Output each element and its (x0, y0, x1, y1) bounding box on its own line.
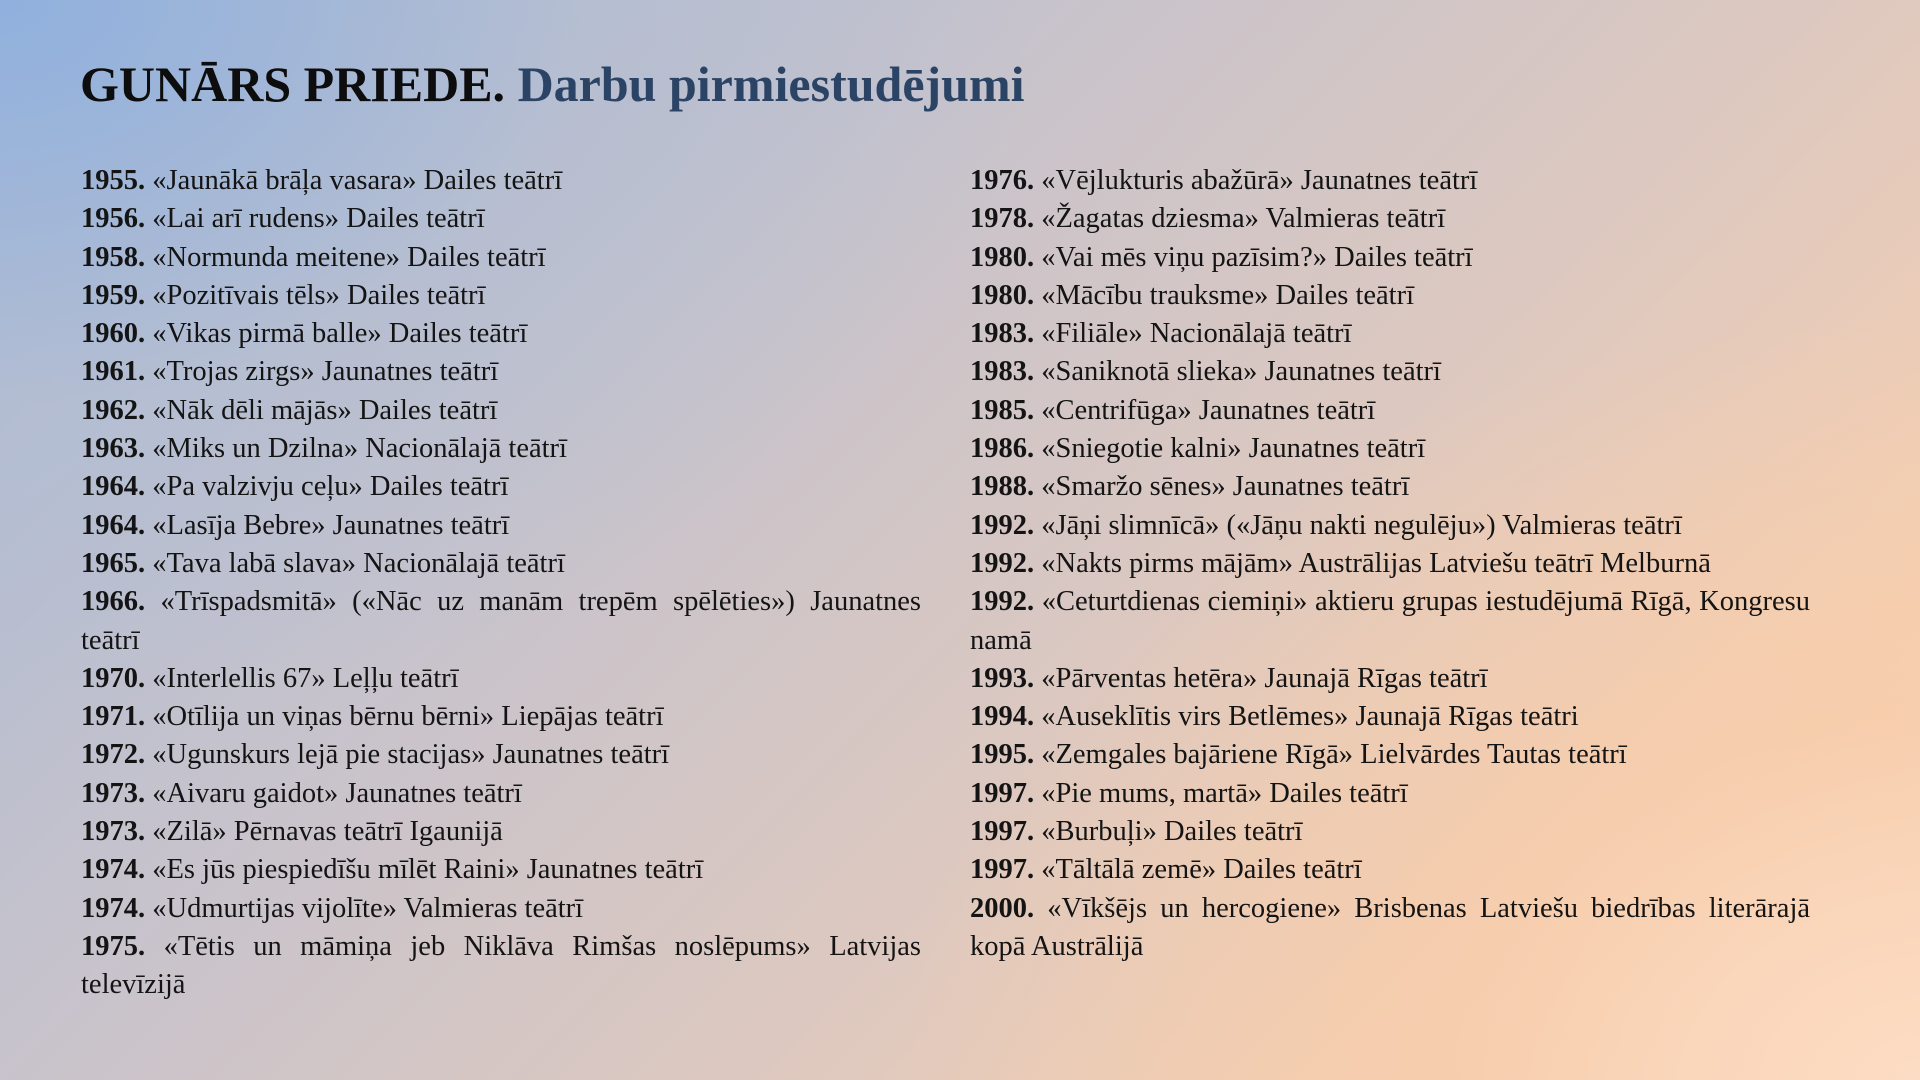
premiere-item (81, 200, 921, 238)
premiere-item (81, 507, 921, 545)
premiere-title: «Tētis un māmiņa jeb Niklāva Rimšas noslēpums» Latvijas televīzijā (81, 930, 922, 1001)
premiere-item (970, 162, 1810, 200)
premiere-item (970, 430, 1810, 468)
page-title (80, 52, 1025, 116)
premiere-item (81, 775, 921, 813)
premiere-year: 1975. (81, 930, 146, 962)
premiere-year: 1966. (81, 586, 146, 618)
premiere-item (81, 315, 921, 353)
premiere-title: «Interlellis 67» Leļļu teātrī (152, 662, 459, 694)
premiere-year: 1993. (970, 662, 1035, 694)
premiere-item (81, 277, 921, 315)
premiere-item (81, 430, 921, 468)
premiere-title: «Lasīja Bebre» Jaunatnes teātrī (152, 509, 510, 541)
premiere-item (81, 545, 921, 583)
premiere-year: 1992. (970, 509, 1035, 541)
premiere-item (81, 353, 921, 391)
premiere-year: 1961. (81, 356, 146, 388)
premiere-list-left (81, 162, 921, 1005)
premiere-title: «Auseklītis virs Betlēmes» Jaunajā Rīgas teātri (1041, 701, 1579, 733)
premiere-year: 1985. (970, 394, 1035, 426)
premiere-year: 1986. (970, 433, 1035, 465)
premiere-title: «Pārventas hetēra» Jaunajā Rīgas teātrī (1041, 662, 1488, 694)
premiere-title: «Miks un Dzilna» Nacionālajā teātrī (152, 433, 567, 465)
premiere-item (970, 583, 1810, 660)
premiere-item (970, 660, 1810, 698)
premiere-year: 1955. (81, 165, 146, 196)
premiere-year: 1956. (81, 203, 146, 235)
premiere-year: 1964. (81, 509, 146, 541)
premiere-item (970, 736, 1810, 774)
premiere-title: «Nāk dēli mājās» Dailes teātrī (152, 394, 498, 426)
premiere-item (970, 353, 1810, 391)
premiere-item (970, 698, 1810, 736)
premiere-year: 1974. (81, 892, 146, 924)
premiere-year: 1992. (970, 586, 1035, 618)
premiere-year: 1997. (970, 854, 1035, 886)
premiere-title: «Saniknotā slieka» Jaunatnes teātrī (1041, 356, 1441, 388)
premiere-title: «Trojas zirgs» Jaunatnes teātrī (152, 356, 499, 388)
premiere-year: 1963. (81, 433, 146, 465)
premiere-title: «Jaunākā brāļa vasara» Dailes teātrī (152, 165, 563, 196)
title-name: GUNĀRS PRIEDE. (80, 56, 506, 112)
title-subtitle: Darbu pirmiestudējumi (517, 56, 1025, 112)
premiere-title: «Aivaru gaidot» Jaunatnes teātrī (152, 777, 522, 809)
premiere-year: 1978. (970, 203, 1035, 235)
premiere-year: 1974. (81, 854, 146, 886)
premiere-item (970, 775, 1810, 813)
premiere-title: «Es jūs piespiedīšu mīlēt Raini» Jaunatnes teātrī (152, 854, 704, 886)
premiere-year: 1962. (81, 394, 146, 426)
premiere-year: 1960. (81, 318, 146, 350)
premiere-year: 1959. (81, 279, 146, 311)
premiere-title: «Trīspadsmitā» («Nāc uz manām trepēm spēlēties») Jaunatnes teātrī (81, 586, 922, 656)
premiere-title: «Vikas pirmā balle» Dailes teātrī (152, 318, 528, 350)
premiere-list-right (970, 162, 1810, 966)
premiere-year: 1973. (81, 816, 146, 848)
premiere-item (970, 315, 1810, 353)
premiere-item (970, 507, 1810, 545)
premiere-title: «Jāņi slimnīcā» («Jāņu nakti negulēju») Valmieras teātrī (1041, 509, 1682, 541)
premiere-title: «Zilā» Pērnavas teātrī Igaunijā (152, 816, 503, 848)
premiere-year: 1994. (970, 701, 1035, 733)
premiere-item (970, 200, 1810, 238)
premiere-item (970, 813, 1810, 851)
premiere-title: «Vējlukturis abažūrā» Jaunatnes teātrī (1041, 165, 1478, 196)
premiere-year: 2000. (970, 892, 1035, 924)
premiere-year: 1972. (81, 739, 146, 771)
premiere-item (81, 813, 921, 851)
premiere-title: «Lai arī rudens» Dailes teātrī (152, 203, 485, 235)
premiere-year: 1997. (970, 777, 1035, 809)
premiere-title: «Pozitīvais tēls» Dailes teātrī (152, 279, 486, 311)
premiere-year: 1983. (970, 318, 1035, 350)
premiere-title: «Ugunskurs lejā pie stacijas» Jaunatnes teātrī (152, 739, 670, 771)
premiere-title: «Žagatas dziesma» Valmieras teātrī (1041, 203, 1446, 235)
premiere-item (970, 890, 1810, 967)
premiere-year: 1980. (970, 279, 1035, 311)
premiere-item (970, 277, 1810, 315)
premiere-year: 1988. (970, 471, 1035, 503)
premiere-title: «Nakts pirms mājām» Austrālijas Latviešu teātrī Melburnā (1041, 547, 1711, 579)
premiere-title: «Centrifūga» Jaunatnes teātrī (1041, 394, 1376, 426)
premiere-year: 1976. (970, 165, 1035, 196)
premiere-year: 1964. (81, 471, 146, 503)
premiere-title: «Burbuļi» Dailes teātrī (1041, 816, 1303, 848)
premiere-year: 1971. (81, 701, 146, 733)
premiere-item (81, 392, 921, 430)
premiere-year: 1973. (81, 777, 146, 809)
premiere-item (970, 468, 1810, 506)
premiere-year: 1992. (970, 547, 1035, 579)
premiere-title: «Zemgales bajāriene Rīgā» Lielvārdes Tautas teātrī (1041, 739, 1627, 771)
premiere-title: «Ceturtdienas ciemiņi» aktieru grupas iestudējumā Rīgā, Kongresu namā (970, 586, 1810, 656)
premiere-title: «Mācību trauksme» Dailes teātrī (1041, 279, 1415, 311)
premiere-title: «Vai mēs viņu pazīsim?» Dailes teātrī (1041, 241, 1473, 273)
premiere-title: «Pa valzivju ceļu» Dailes teātrī (152, 471, 509, 503)
premiere-item (970, 239, 1810, 277)
premiere-item (81, 928, 921, 1005)
premiere-item (81, 736, 921, 774)
premiere-title: «Vīkšējs un hercogiene» Brisbenas Latviešu biedrības literārajā kopā Austrālijā (970, 892, 1811, 962)
premiere-year: 1997. (970, 816, 1035, 848)
premiere-title: «Udmurtijas vijolīte» Valmieras teātrī (152, 892, 584, 924)
premiere-item (81, 851, 921, 889)
premiere-item (81, 468, 921, 506)
premiere-year: 1983. (970, 356, 1035, 388)
premiere-year: 1995. (970, 739, 1035, 771)
premiere-item (81, 698, 921, 736)
premiere-item (970, 851, 1810, 889)
premiere-year: 1970. (81, 662, 146, 694)
premiere-item (81, 239, 921, 277)
premiere-title: «Tāltālā zemē» Dailes teātrī (1041, 854, 1362, 886)
premiere-year: 1980. (970, 241, 1035, 273)
premiere-title: «Tava labā slava» Nacionālajā teātrī (152, 547, 565, 579)
premiere-item (81, 660, 921, 698)
premiere-title: «Sniegotie kalni» Jaunatnes teātrī (1041, 433, 1426, 465)
premiere-item (81, 583, 921, 660)
premiere-title: «Filiāle» Nacionālajā teātrī (1041, 318, 1352, 350)
premiere-title: «Pie mums, martā» Dailes teātrī (1041, 777, 1408, 809)
premiere-item (970, 545, 1810, 583)
premiere-item (970, 392, 1810, 430)
premiere-title: «Otīlija un viņas bērnu bērni» Liepājas teātrī (152, 701, 664, 733)
premiere-item (81, 890, 921, 928)
premiere-year: 1958. (81, 241, 146, 273)
premiere-title: «Normunda meitene» Dailes teātrī (152, 241, 546, 273)
premiere-title: «Smaržo sēnes» Jaunatnes teātrī (1041, 471, 1410, 503)
premiere-year: 1965. (81, 547, 146, 579)
premiere-item (81, 162, 921, 200)
